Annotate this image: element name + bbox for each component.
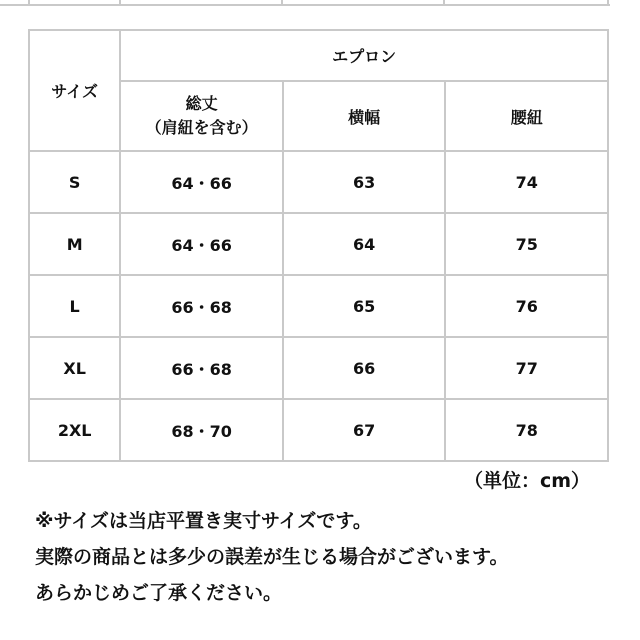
cell-size: 2XL — [29, 399, 120, 461]
unit-note: （単位：cm） — [464, 470, 591, 492]
previous-table-divider — [281, 0, 283, 6]
cell-waist-tie: 74 — [445, 151, 608, 213]
cell-total-length: 64・66 — [120, 151, 283, 213]
cell-size: L — [29, 275, 120, 337]
table-header-row — [29, 30, 608, 81]
note-line: あらかじめご了承ください。 — [35, 582, 283, 604]
cell-total-length: 64・66 — [120, 213, 283, 275]
table-row — [29, 275, 608, 337]
table-row — [29, 337, 608, 399]
cell-waist-tie: 75 — [445, 213, 608, 275]
previous-table-divider — [119, 0, 121, 6]
header-size: サイズ — [29, 30, 120, 151]
previous-table-divider — [443, 0, 445, 6]
previous-table-bottom-border — [0, 4, 610, 6]
header-total-length-note: （肩紐を含む） — [145, 118, 258, 137]
cell-waist-tie: 76 — [445, 275, 608, 337]
cell-total-length: 68・70 — [120, 399, 283, 461]
cell-waist-tie: 78 — [445, 399, 608, 461]
header-total-length-label: 総丈 — [185, 94, 218, 113]
cell-size: S — [29, 151, 120, 213]
table-row — [29, 151, 608, 213]
cell-total-length: 66・68 — [120, 275, 283, 337]
header-apron: エプロン — [120, 30, 608, 81]
cell-size: XL — [29, 337, 120, 399]
note-line: ※サイズは当店平置き実寸サイズです。 — [35, 510, 372, 532]
cell-width: 66 — [283, 337, 446, 399]
header-total-length — [120, 81, 283, 151]
cell-total-length: 66・68 — [120, 337, 283, 399]
previous-table-divider — [607, 0, 609, 6]
cell-width: 65 — [283, 275, 446, 337]
header-width: 横幅 — [283, 81, 446, 151]
cell-waist-tie: 77 — [445, 337, 608, 399]
cell-width: 67 — [283, 399, 446, 461]
cell-size: M — [29, 213, 120, 275]
cell-width: 64 — [283, 213, 446, 275]
previous-table-edge — [0, 0, 640, 6]
size-chart-table — [28, 29, 609, 462]
header-waist-tie: 腰紐 — [445, 81, 608, 151]
previous-table-divider — [28, 0, 30, 6]
table-row — [29, 213, 608, 275]
size-notes — [35, 506, 508, 614]
cell-width: 63 — [283, 151, 446, 213]
table-row — [29, 399, 608, 461]
note-line: 実際の商品とは多少の誤差が生じる場合がございます。 — [35, 546, 509, 568]
